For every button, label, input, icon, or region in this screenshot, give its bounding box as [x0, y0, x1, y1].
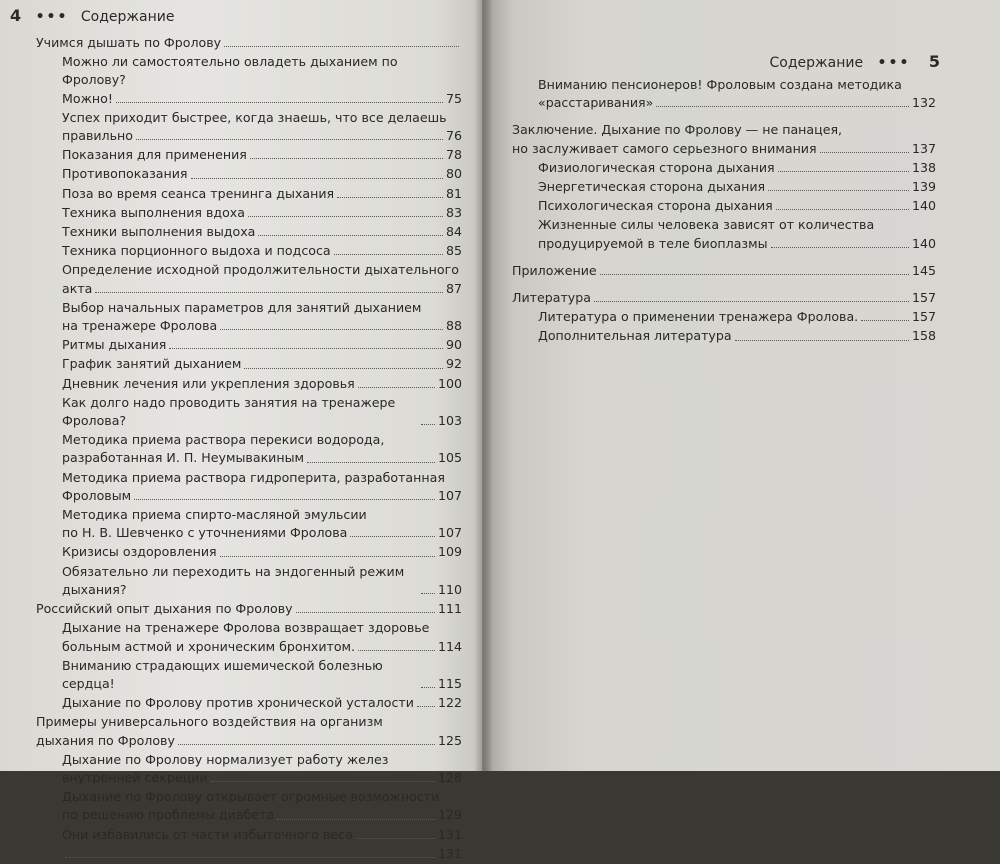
- toc-entry: [36, 619, 462, 655]
- toc-entry-text: по решению проблемы диабета: [62, 807, 275, 823]
- left-toc-list: [36, 34, 462, 864]
- dot-leader: [421, 424, 435, 425]
- toc-entry-line: [62, 317, 462, 335]
- toc-entry-text: разработанная И. П. Неумывакиным: [62, 450, 305, 466]
- toc-entry-line: [512, 262, 936, 280]
- toc-entry: [36, 788, 462, 824]
- toc-page-number: 84: [445, 224, 462, 240]
- toc-entry-text: на тренажере Фролова: [62, 318, 218, 334]
- toc-entry-text: Энергетическая сторона дыхания: [538, 179, 766, 195]
- toc-entry-text: продуцируемой в теле биоплазмы: [538, 235, 768, 251]
- toc-page-number: 140: [911, 198, 936, 214]
- toc-page-number: 114: [437, 638, 462, 654]
- toc-entry-text: Учимся дышать по Фролову: [36, 35, 222, 50]
- toc-entry-text: Дыхание по Фролову открывает огромные возможности: [62, 789, 440, 805]
- toc-entry-text: акта: [62, 280, 93, 296]
- toc-page-number: 128: [437, 769, 462, 785]
- toc-entry-text: Можно!: [62, 90, 113, 106]
- toc-entry-text: Приложение: [512, 262, 597, 278]
- toc-entry: [512, 289, 936, 307]
- dot-leader: [224, 46, 459, 47]
- toc-entry: [36, 223, 462, 241]
- toc-entry-line: [538, 235, 936, 253]
- toc-entry: [512, 178, 936, 196]
- toc-entry-text: правильно: [62, 128, 133, 144]
- toc-page-number: 157: [911, 290, 936, 306]
- right-page: [482, 0, 1000, 771]
- toc-entry-line: [62, 127, 462, 145]
- toc-entry-line: [62, 449, 462, 467]
- toc-page-number: 107: [437, 487, 462, 503]
- toc-entry: [36, 543, 462, 561]
- toc-entry-text: Выбор начальных параметров для занятий дыханием: [62, 299, 422, 315]
- toc-entry-line: [62, 242, 462, 260]
- toc-entry-line: [62, 109, 462, 127]
- toc-entry-line: [62, 694, 462, 712]
- toc-entry-text: Можно ли самостоятельно овладеть дыханием по Фролову?: [62, 54, 398, 88]
- dot-leader: [350, 536, 435, 537]
- header-title: Содержание: [80, 9, 175, 25]
- toc-entry: [36, 826, 462, 844]
- toc-entry-line: [62, 185, 462, 203]
- toc-page-number: 140: [911, 235, 936, 251]
- toc-entry-line: [62, 563, 462, 599]
- toc-entry-text: График занятий дыханием: [62, 356, 242, 372]
- toc-entry-text: внутренней секреции: [62, 769, 208, 785]
- toc-entry-text: по Н. В. Шевченко с уточнениями Фролова: [62, 525, 348, 541]
- toc-entry-line: [512, 289, 936, 307]
- toc-entry-line: [62, 431, 462, 449]
- toc-entry: [512, 262, 936, 280]
- toc-entry-line: [62, 90, 462, 108]
- header-title: Содержание: [769, 55, 864, 71]
- toc-entry-line: [36, 34, 462, 52]
- toc-entry-text: Как долго надо проводить занятия на тренажере Фролова?: [62, 394, 396, 429]
- toc-entry: [36, 165, 462, 183]
- toc-entry: [512, 159, 936, 177]
- toc-page-number: 129: [437, 807, 462, 823]
- toc-page-number: 88: [445, 318, 462, 334]
- dot-leader: [417, 706, 435, 707]
- toc-entry-text: Вниманию пенсионеров! Фроловым создана методика: [538, 77, 902, 92]
- dot-leader: [250, 158, 443, 159]
- toc-entry-line: [62, 487, 462, 505]
- toc-entry: [512, 121, 936, 157]
- toc-entry-line: [62, 165, 462, 183]
- book-gutter: [474, 0, 492, 771]
- dot-leader: [594, 301, 909, 302]
- toc-entry-text: Они избавились от части избыточного веса: [62, 826, 353, 842]
- toc-entry: [36, 751, 462, 787]
- dot-leader: [421, 687, 435, 688]
- dot-leader: [600, 274, 909, 275]
- dot-leader: [820, 152, 909, 153]
- toc-entry-text: Поза во время сеанса тренинга дыхания: [62, 185, 335, 201]
- toc-entry: [36, 146, 462, 164]
- toc-entry-line: [62, 806, 462, 824]
- toc-entry-line: [62, 619, 462, 637]
- toc-page-number: 107: [437, 525, 462, 541]
- toc-entry: [36, 109, 462, 145]
- toc-entry-text: Методика приема раствора гидроперита, разработанная: [62, 469, 445, 485]
- toc-spacer: [512, 281, 936, 289]
- dot-leader: [65, 857, 435, 858]
- toc-entry-text: Дыхание по Фролову против хронической усталости: [62, 695, 414, 711]
- toc-page-number: 92: [445, 356, 462, 372]
- dot-leader: [656, 106, 909, 107]
- toc-entry-text: Литература: [512, 290, 591, 306]
- toc-entry-text: Успех приходит быстрее, когда знаешь, что все делаешь: [62, 109, 447, 125]
- toc-entry-line: [538, 216, 936, 234]
- dot-leader: [358, 650, 435, 651]
- toc-entry-text: Техника выполнения вдоха: [62, 204, 245, 220]
- toc-entry-text: Ритмы дыхания: [62, 337, 167, 353]
- toc-entry: [512, 197, 936, 215]
- toc-entry-line: [62, 657, 462, 693]
- toc-entry-text: Противопоказания: [62, 166, 188, 182]
- toc-page-number: 115: [437, 675, 462, 691]
- toc-page-number: 81: [445, 185, 462, 201]
- toc-entry-line: [62, 336, 462, 354]
- toc-entry-line: [62, 204, 462, 222]
- dot-leader: [136, 139, 443, 140]
- toc-page-number: 145: [911, 262, 936, 278]
- toc-entry-text: Дополнительная литература: [538, 328, 732, 344]
- toc-entry-line: [538, 327, 936, 345]
- toc-entry-text: Определение исходной продолжительности дыхательного: [62, 262, 459, 278]
- toc-page-number: 139: [911, 179, 936, 195]
- toc-entry-text: Жизненные силы человека зависят от количества: [538, 217, 875, 233]
- toc-entry: [36, 394, 462, 430]
- toc-entry-text: «расстаривания»: [538, 95, 654, 111]
- toc-entry-text: Заключение. Дыхание по Фролову — не панацея,: [512, 122, 843, 138]
- toc-entry-text: Методика приема раствора перекиси водорода,: [62, 432, 385, 448]
- toc-entry: [36, 375, 462, 393]
- toc-entry-line: [538, 308, 936, 326]
- toc-entry: [36, 694, 462, 712]
- toc-entry-text: Техника порционного выдоха и подсоса: [62, 243, 331, 259]
- toc-entry-line: [62, 223, 462, 241]
- toc-page-number: 137: [911, 140, 936, 156]
- dot-leader: [861, 320, 909, 321]
- toc-entry-line: [538, 197, 936, 215]
- toc-entry-line: [62, 280, 462, 298]
- right-toc-list: [512, 76, 936, 347]
- dot-leader: [421, 593, 435, 594]
- toc-entry: [36, 506, 462, 542]
- toc-page-number: 103: [437, 413, 462, 429]
- dot-leader: [337, 197, 443, 198]
- toc-entry-line: [62, 524, 462, 542]
- dot-leader: [735, 340, 909, 341]
- toc-entry-line: [62, 261, 462, 279]
- page-number: 4: [10, 6, 22, 25]
- toc-entry-text: Методика приема спирто-масляной эмульсии: [62, 507, 367, 523]
- toc-page-number: 138: [911, 159, 936, 175]
- toc-entry: [36, 563, 462, 599]
- toc-entry: [36, 53, 462, 108]
- toc-entry-text: дыхания по Фролову: [36, 732, 175, 748]
- toc-page-number: 125: [437, 732, 462, 748]
- dot-leader: [95, 292, 443, 293]
- toc-entry-line: [62, 375, 462, 393]
- toc-entry-text: Российский опыт дыхания по Фролову: [36, 601, 293, 617]
- dot-leader: [191, 178, 443, 179]
- dot-leader: [178, 744, 435, 745]
- toc-page-number: 131: [437, 845, 462, 861]
- dot-leader: [244, 368, 443, 369]
- dot-leader: [169, 348, 443, 349]
- toc-page-number: 80: [445, 166, 462, 182]
- page-number: 5: [928, 52, 940, 71]
- toc-entry-text: Литература о применении тренажера Фролова.: [538, 309, 859, 325]
- toc-entry-line: [62, 788, 462, 806]
- toc-entry: [36, 657, 462, 693]
- dot-leader: [211, 781, 435, 782]
- toc-page-number: 105: [437, 450, 462, 466]
- toc-entry: [36, 600, 462, 618]
- toc-entry: [36, 34, 462, 52]
- toc-entry: [36, 299, 462, 335]
- dot-leader: [248, 216, 443, 217]
- toc-entry-line: [62, 394, 462, 430]
- toc-entry-line: [62, 845, 462, 863]
- toc-entry-line: [36, 600, 462, 618]
- toc-page-number: 83: [445, 204, 462, 220]
- dot-leader: [358, 387, 435, 388]
- toc-entry-line: [538, 159, 936, 177]
- dot-leader: [356, 838, 435, 839]
- left-page-header: [10, 6, 174, 25]
- toc-entry-line: [512, 140, 936, 158]
- dot-leader: [776, 209, 909, 210]
- toc-entry-text: Обязательно ли переходить на эндогенный режим дыхания?: [62, 563, 405, 597]
- toc-entry: [512, 76, 936, 112]
- toc-entry-text: Фроловым: [62, 487, 132, 503]
- dot-leader: [134, 499, 435, 500]
- toc-page-number: 85: [445, 243, 462, 259]
- right-page-header: [770, 52, 940, 71]
- toc-entry: [36, 261, 462, 297]
- toc-entry-line: [62, 769, 462, 787]
- toc-page-number: 131: [437, 826, 462, 842]
- toc-page-number: 87: [445, 280, 462, 296]
- dot-leader: [296, 612, 435, 613]
- dot-leader: [258, 235, 443, 236]
- toc-entry-text: Показания для применения: [62, 147, 247, 163]
- toc-entry-line: [538, 178, 936, 196]
- toc-entry: [36, 469, 462, 505]
- left-page: [0, 0, 482, 861]
- toc-entry: [36, 431, 462, 467]
- toc-entry-text: Психологическая сторона дыхания: [538, 198, 773, 214]
- toc-entry-line: [36, 732, 462, 750]
- toc-entry: [512, 327, 936, 345]
- dot-leader: [768, 190, 909, 191]
- toc-page-number: 90: [445, 337, 462, 353]
- header-dots: •••: [35, 9, 69, 25]
- toc-page-number: 111: [437, 601, 462, 617]
- toc-entry-line: [62, 469, 462, 487]
- toc-entry-text: но заслуживает самого серьезного внимания: [512, 140, 817, 156]
- toc-entry: [36, 242, 462, 260]
- dot-leader: [771, 247, 909, 248]
- toc-entry-line: [62, 751, 462, 769]
- toc-page-number: 122: [437, 695, 462, 711]
- toc-entry-line: [62, 299, 462, 317]
- toc-entry-line: [62, 826, 462, 844]
- toc-page-number: 76: [445, 128, 462, 144]
- toc-entry: [36, 204, 462, 222]
- toc-entry-text: Дыхание по Фролову нормализует работу желез: [62, 751, 389, 767]
- toc-page-number: 110: [437, 581, 462, 597]
- toc-entry-text: Вниманию страдающих ишемической болезнью сердца!: [62, 657, 383, 691]
- dot-leader: [220, 556, 435, 557]
- toc-page-number: 78: [445, 147, 462, 163]
- toc-page-number: 158: [911, 328, 936, 344]
- toc-spacer: [512, 254, 936, 262]
- toc-entry-line: [62, 506, 462, 524]
- toc-entry-text: Физиологическая сторона дыхания: [538, 159, 775, 175]
- toc-entry-line: [62, 146, 462, 164]
- dot-leader: [778, 171, 909, 172]
- dot-leader: [277, 819, 435, 820]
- dot-leader: [220, 329, 443, 330]
- toc-entry: [36, 713, 462, 749]
- toc-entry: [512, 308, 936, 326]
- toc-entry-line: [538, 76, 936, 94]
- dot-leader: [116, 102, 443, 103]
- toc-entry: [36, 845, 462, 863]
- toc-page-number: 100: [437, 375, 462, 391]
- toc-spacer: [512, 113, 936, 121]
- toc-entry-line: [36, 713, 462, 731]
- toc-entry-line: [62, 543, 462, 561]
- dot-leader: [307, 462, 435, 463]
- toc-entry-text: Дневник лечения или укрепления здоровья: [62, 375, 355, 391]
- toc-entry-line: [512, 121, 936, 139]
- toc-entry-line: [538, 94, 936, 112]
- toc-entry-line: [62, 355, 462, 373]
- toc-page-number: 157: [911, 309, 936, 325]
- toc-entry: [36, 355, 462, 373]
- toc-entry-line: [62, 638, 462, 656]
- toc-entry: [512, 216, 936, 252]
- header-dots: •••: [877, 55, 911, 71]
- toc-entry-line: [62, 53, 462, 89]
- toc-entry-text: Дыхание на тренажере Фролова возвращает здоровье: [62, 620, 430, 636]
- toc-entry-text: Примеры универсального воздействия на организм: [36, 714, 383, 730]
- toc-page-number: 109: [437, 544, 462, 560]
- toc-entry-text: Техники выполнения выдоха: [62, 224, 256, 240]
- dot-leader: [334, 254, 443, 255]
- toc-page-number: 132: [911, 95, 936, 111]
- toc-entry: [36, 185, 462, 203]
- toc-entry-text: больным астмой и хроническим бронхитом.: [62, 638, 356, 654]
- toc-entry: [36, 336, 462, 354]
- toc-page-number: 75: [445, 90, 462, 106]
- toc-entry-text: Кризисы оздоровления: [62, 544, 217, 560]
